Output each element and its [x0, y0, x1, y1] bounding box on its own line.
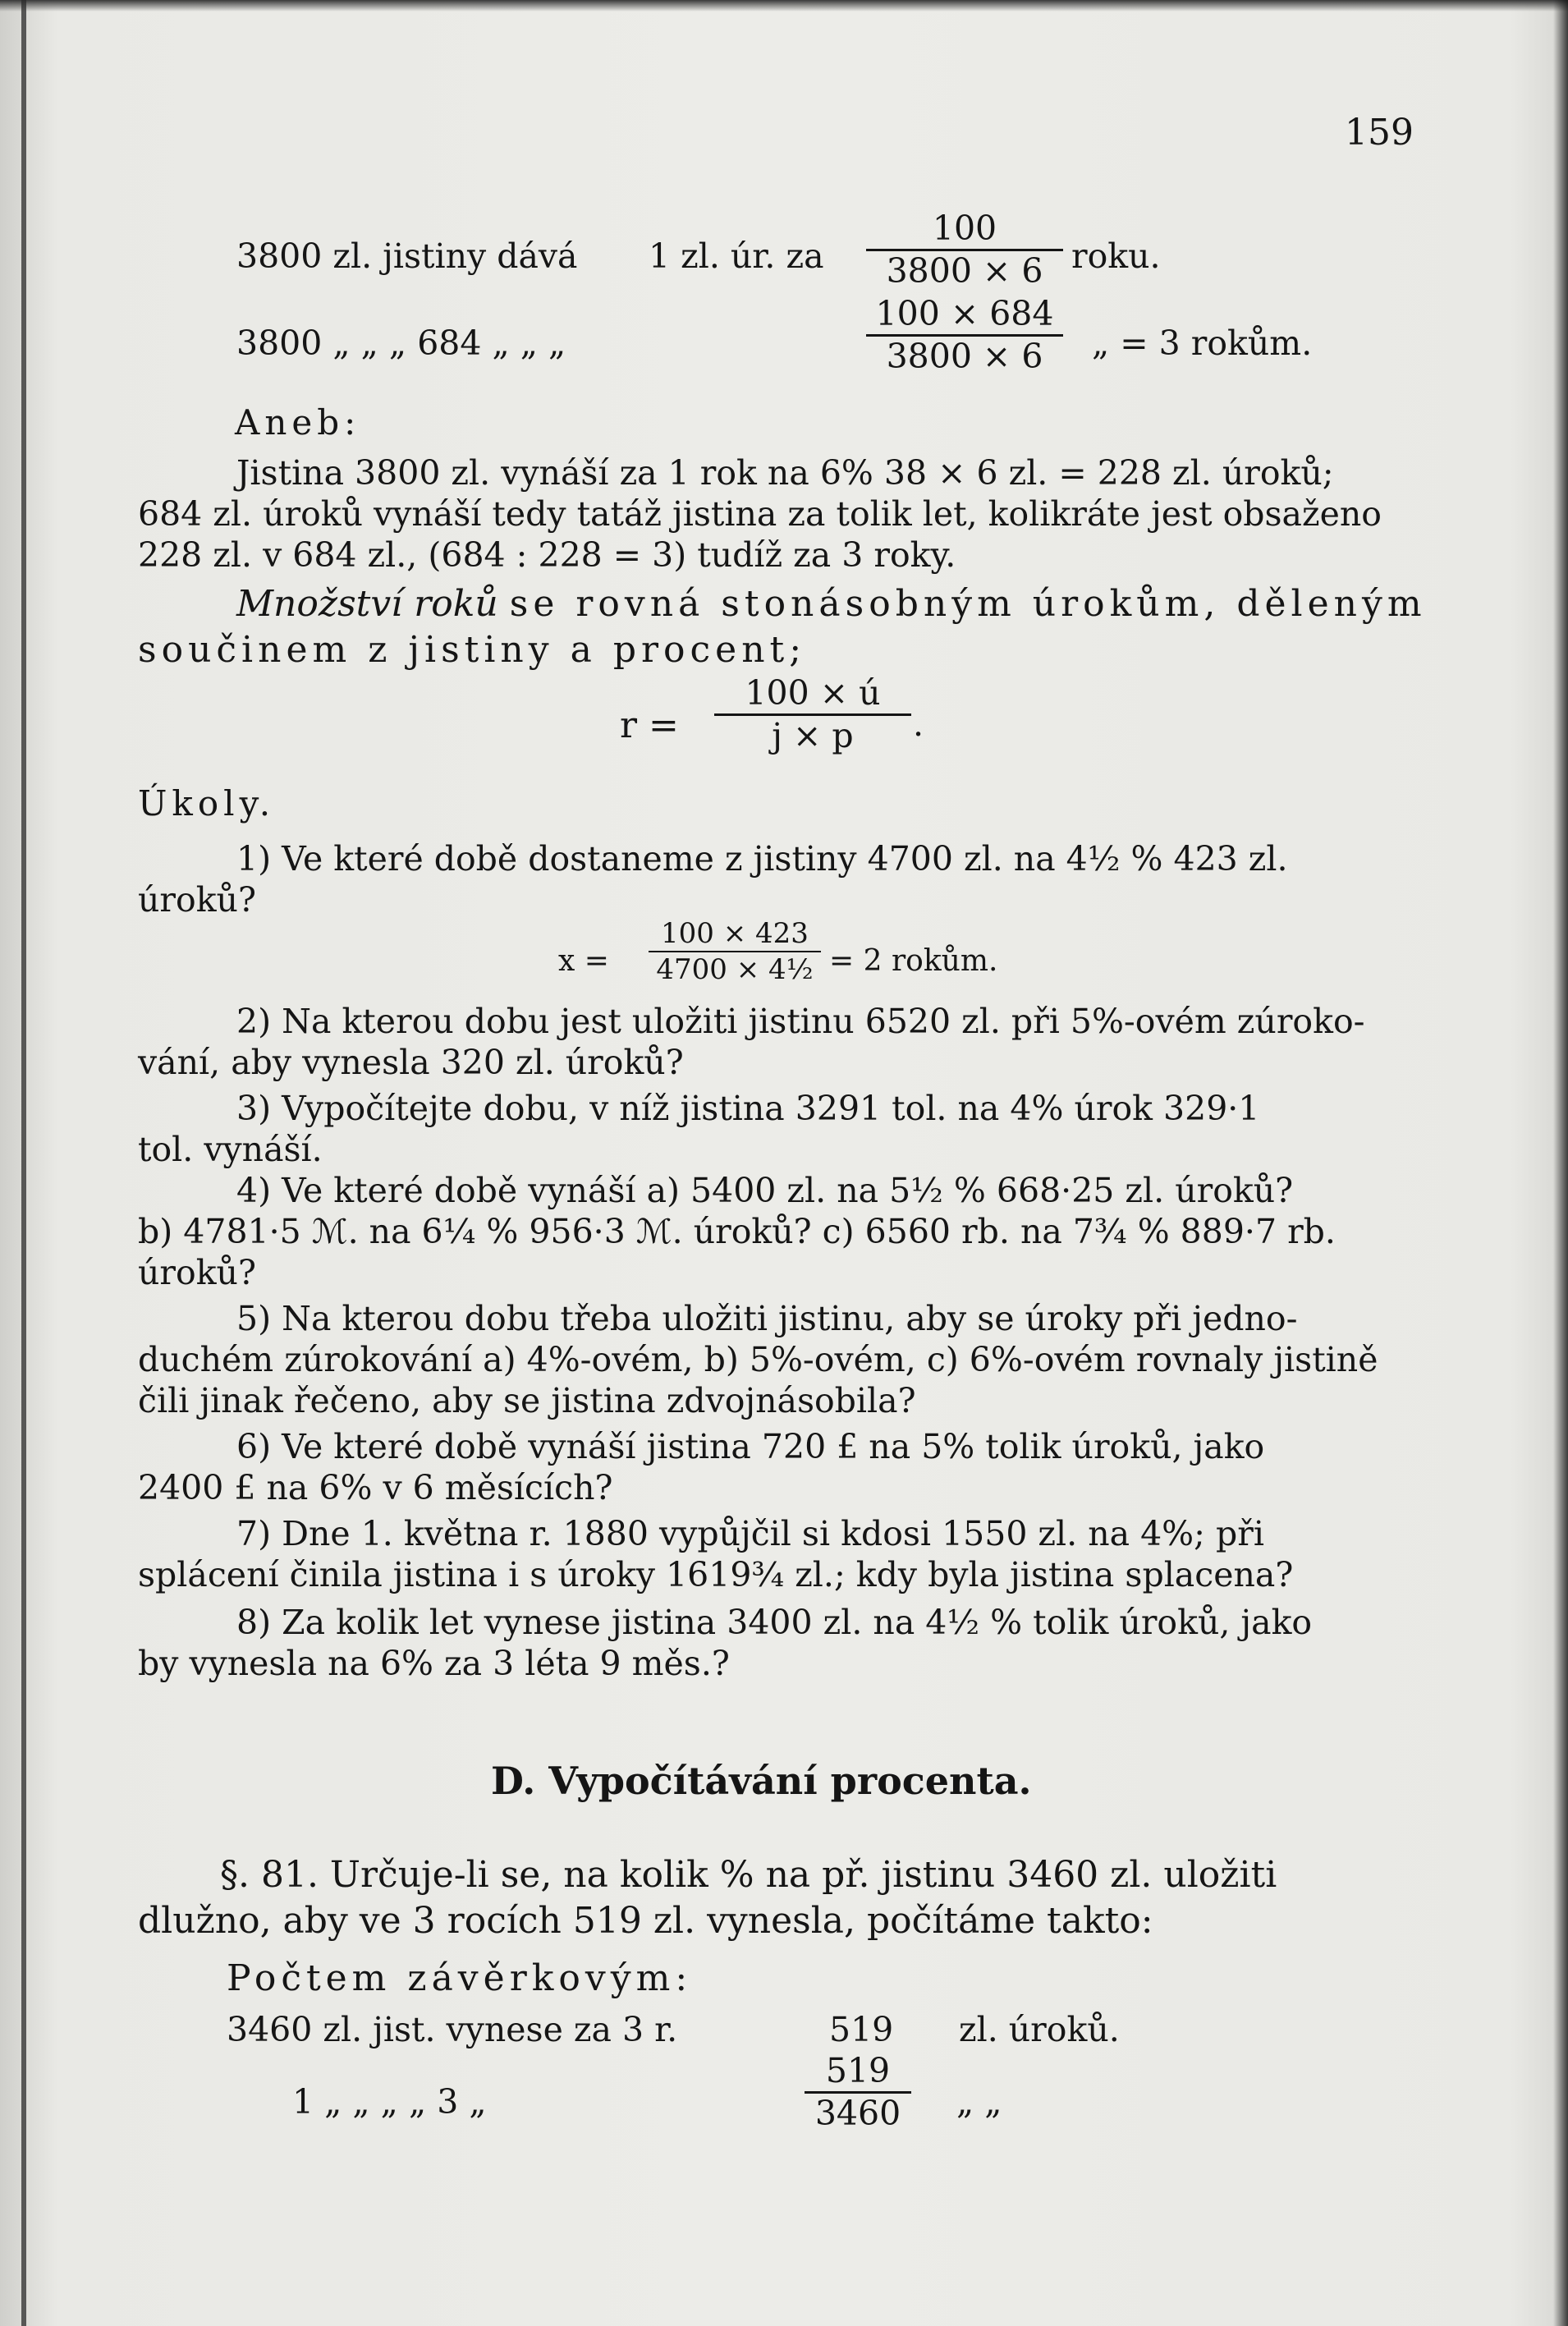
- task1-solution-numerator: 100 × 423: [661, 917, 809, 950]
- para1-line2: 684 zl. úroků vynáší tedy tatáž jistina za tolik let, kolikráte jest obsaženo: [138, 494, 1382, 534]
- formula-denominator: j × p: [714, 713, 911, 753]
- task1-solution-lhs: x =: [558, 944, 609, 978]
- task-line: duchém zúrokování a) 4%-ovém, b) 5%-ovém, c) 6%-ovém rovnaly jistině: [138, 1340, 1378, 1379]
- section-title: D. Vypočítávání procenta.: [491, 1759, 1032, 1803]
- formula-period: .: [913, 704, 924, 744]
- eq2-right: „ = 3 rokům.: [1092, 323, 1313, 363]
- eq1-denominator: 3800 × 6: [866, 249, 1063, 288]
- para1-line3: 228 zl. v 684 zl., (684 : 228 = 3) tudíž za 3 roky.: [138, 535, 956, 575]
- task-line: vání, aby vynesla 320 zl. úroků?: [138, 1043, 684, 1082]
- rule-line1-rest: se rovná stonásobným úrokům, děleným: [509, 583, 1427, 625]
- task-line: čili jinak řečeno, aby se jistina zdvojnásobila?: [138, 1381, 916, 1420]
- eq1-mid: 1 zl. úr. za: [649, 236, 824, 276]
- table-row2-denominator: 3460: [805, 2091, 911, 2131]
- rule-line1: [236, 583, 1427, 625]
- eq2-denominator: 3800 × 6: [866, 334, 1063, 374]
- page-number: 159: [1345, 112, 1414, 154]
- rule-italic-term: Množství roků: [236, 583, 498, 625]
- table-row1-label: 3460 zl. jist. vynese za 3 r.: [227, 2010, 678, 2049]
- rule-line2: součinem z jistiny a procent;: [138, 629, 807, 671]
- task1-line1: 1) Ve které době dostaneme z jistiny 4700 zl. na 4½ % 423 zl.: [236, 839, 1288, 879]
- task-line: úroků?: [138, 1253, 256, 1292]
- task-line: 2400 £ na 6% v 6 měsících?: [138, 1468, 613, 1507]
- task1-solution-rhs: = 2 rokům.: [829, 944, 998, 978]
- eq1-fraction: [866, 209, 1063, 291]
- table-row2-unit: „ „: [956, 2082, 1002, 2122]
- page-edge-top: [0, 0, 1568, 11]
- poctem-heading: Počtem závěrkovým:: [227, 1957, 693, 1999]
- eq1-numerator: 100: [932, 209, 997, 248]
- table-row2-numerator: 519: [825, 2051, 891, 2090]
- para1-line1: Jistina 3800 zl. vynáší za 1 rok na 6% 38 × 6 zl. = 228 zl. úroků;: [236, 453, 1334, 493]
- task-line: 4) Ve které době vynáší a) 5400 zl. na 5½ % 668·25 zl. úroků?: [236, 1171, 1294, 1210]
- task-line: 6) Ve které době vynáší jistina 720 £ na 5% tolik úroků, jako: [236, 1427, 1265, 1466]
- task-line: 7) Dne 1. května r. 1880 vypůjčil si kdosi 1550 zl. na 4%; při: [236, 1514, 1264, 1553]
- page-edge-right: [1553, 0, 1568, 2326]
- task-line: tol. vynáší.: [138, 1130, 323, 1169]
- eq1-left: 3800 zl. jistiny dává: [236, 236, 578, 276]
- formula-lhs: r =: [620, 704, 679, 746]
- table-row2-label: 1 „ „ „ „ 3 „: [292, 2082, 487, 2122]
- task-line: 8) Za kolik let vynese jistina 3400 zl. na 4½ % tolik úroků, jako: [236, 1603, 1313, 1642]
- task1-solution-denominator: 4700 × 4½: [649, 951, 821, 984]
- ukoly-heading: Úkoly.: [138, 783, 276, 824]
- eq2-fraction: [866, 294, 1063, 376]
- eq2-left: 3800 „ „ „ 684 „ „ „: [236, 323, 566, 363]
- task-line: 3) Vypočítejte dobu, v níž jistina 3291 tol. na 4% úrok 329·1: [236, 1089, 1260, 1128]
- eq1-right: roku.: [1071, 236, 1161, 276]
- page-edge-left: [21, 0, 26, 2326]
- task-line: 5) Na kterou dobu třeba uložiti jistinu, aby se úroky při jedno-: [236, 1299, 1298, 1338]
- task1-line2: úroků?: [138, 880, 256, 920]
- formula-fraction: [714, 673, 911, 755]
- table-row2-fraction: [805, 2051, 911, 2133]
- table-row1-unit: zl. úroků.: [959, 2010, 1120, 2049]
- para81-line1: §. 81. Určuje-li se, na kolik % na př. jistinu 3460 zl. uložiti: [220, 1854, 1277, 1896]
- task-line: splácení činila jistina i s úroky 1619¾ zl.; kdy byla jistina splacena?: [138, 1555, 1294, 1594]
- task-line: b) 4781·5 ℳ. na 6¼ % 956·3 ℳ. úroků? c) 6560 rb. na 7¾ % 889·7 rb.: [138, 1212, 1336, 1251]
- task1-solution-fraction: [649, 917, 821, 986]
- task-line: by vynesla na 6% za 3 léta 9 měs.?: [138, 1644, 730, 1683]
- table-row1-value: 519: [829, 2010, 894, 2049]
- aneb-heading: Aneb:: [235, 402, 361, 443]
- task-line: 2) Na kterou dobu jest uložiti jistinu 6520 zl. při 5%-ovém zúroko-: [236, 1002, 1365, 1041]
- formula-numerator: 100 × ú: [745, 673, 881, 713]
- para81-line2: dlužno, aby ve 3 rocích 519 zl. vynesla, počítáme takto:: [138, 1900, 1153, 1942]
- eq2-numerator: 100 × 684: [875, 294, 1054, 333]
